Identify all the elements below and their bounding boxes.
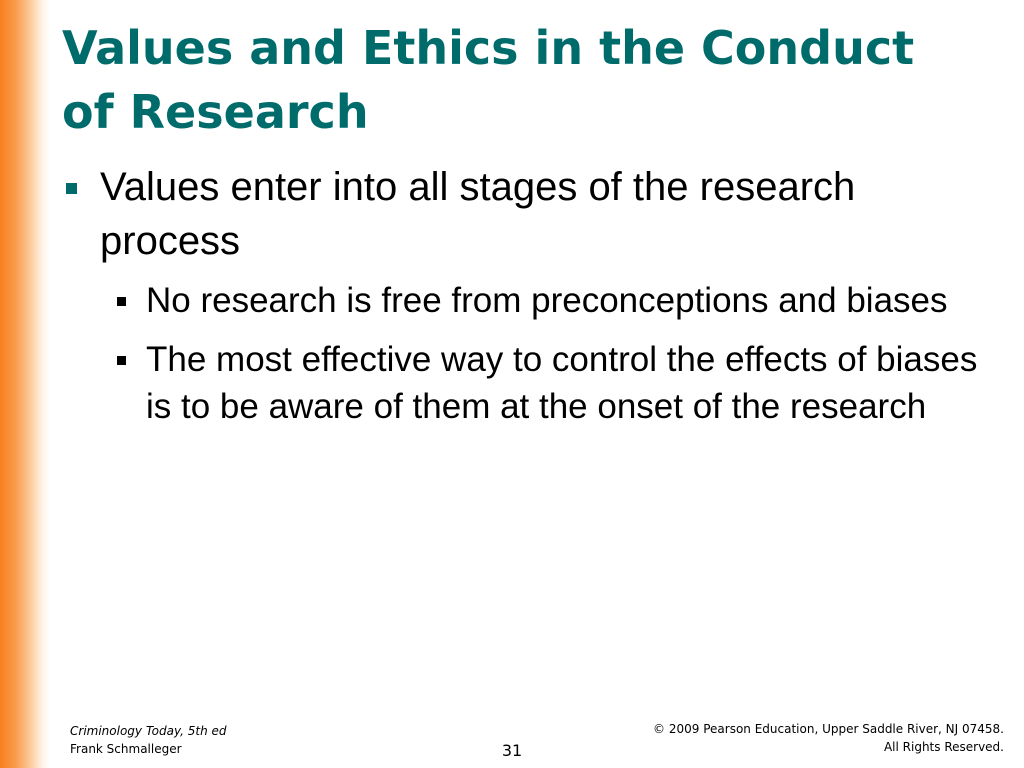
rights-line: All Rights Reserved. (883, 740, 1004, 754)
copyright-line: © 2009 Pearson Education, Upper Saddle River, NJ 07458. (653, 722, 1004, 736)
square-bullet-icon (117, 356, 126, 365)
sub-bullet-text: No research is free from preconceptions and biases (146, 281, 948, 320)
footer-author: Frank Schmalleger (70, 742, 182, 756)
footer-book-info (70, 722, 227, 758)
square-bullet-icon (117, 297, 126, 306)
side-accent-bar (0, 0, 50, 768)
bullet-item-level1 (62, 160, 982, 268)
footer-book-title: Criminology Today, 5th ed (70, 724, 227, 738)
slide-title: Values and Ethics in the Conduct of Research (62, 21, 915, 139)
footer-copyright (653, 720, 1004, 756)
sub-bullet-text: The most effective way to control the effects of biases is to be aware of them at the onset of the research (146, 340, 978, 426)
bullet-text: Values enter into all stages of the research process (100, 165, 856, 263)
bullet-list (62, 160, 982, 430)
square-bullet-icon (66, 183, 77, 194)
sub-bullet-item (146, 277, 982, 324)
page-number: 31 (501, 741, 523, 760)
sub-bullet-item (146, 336, 982, 430)
